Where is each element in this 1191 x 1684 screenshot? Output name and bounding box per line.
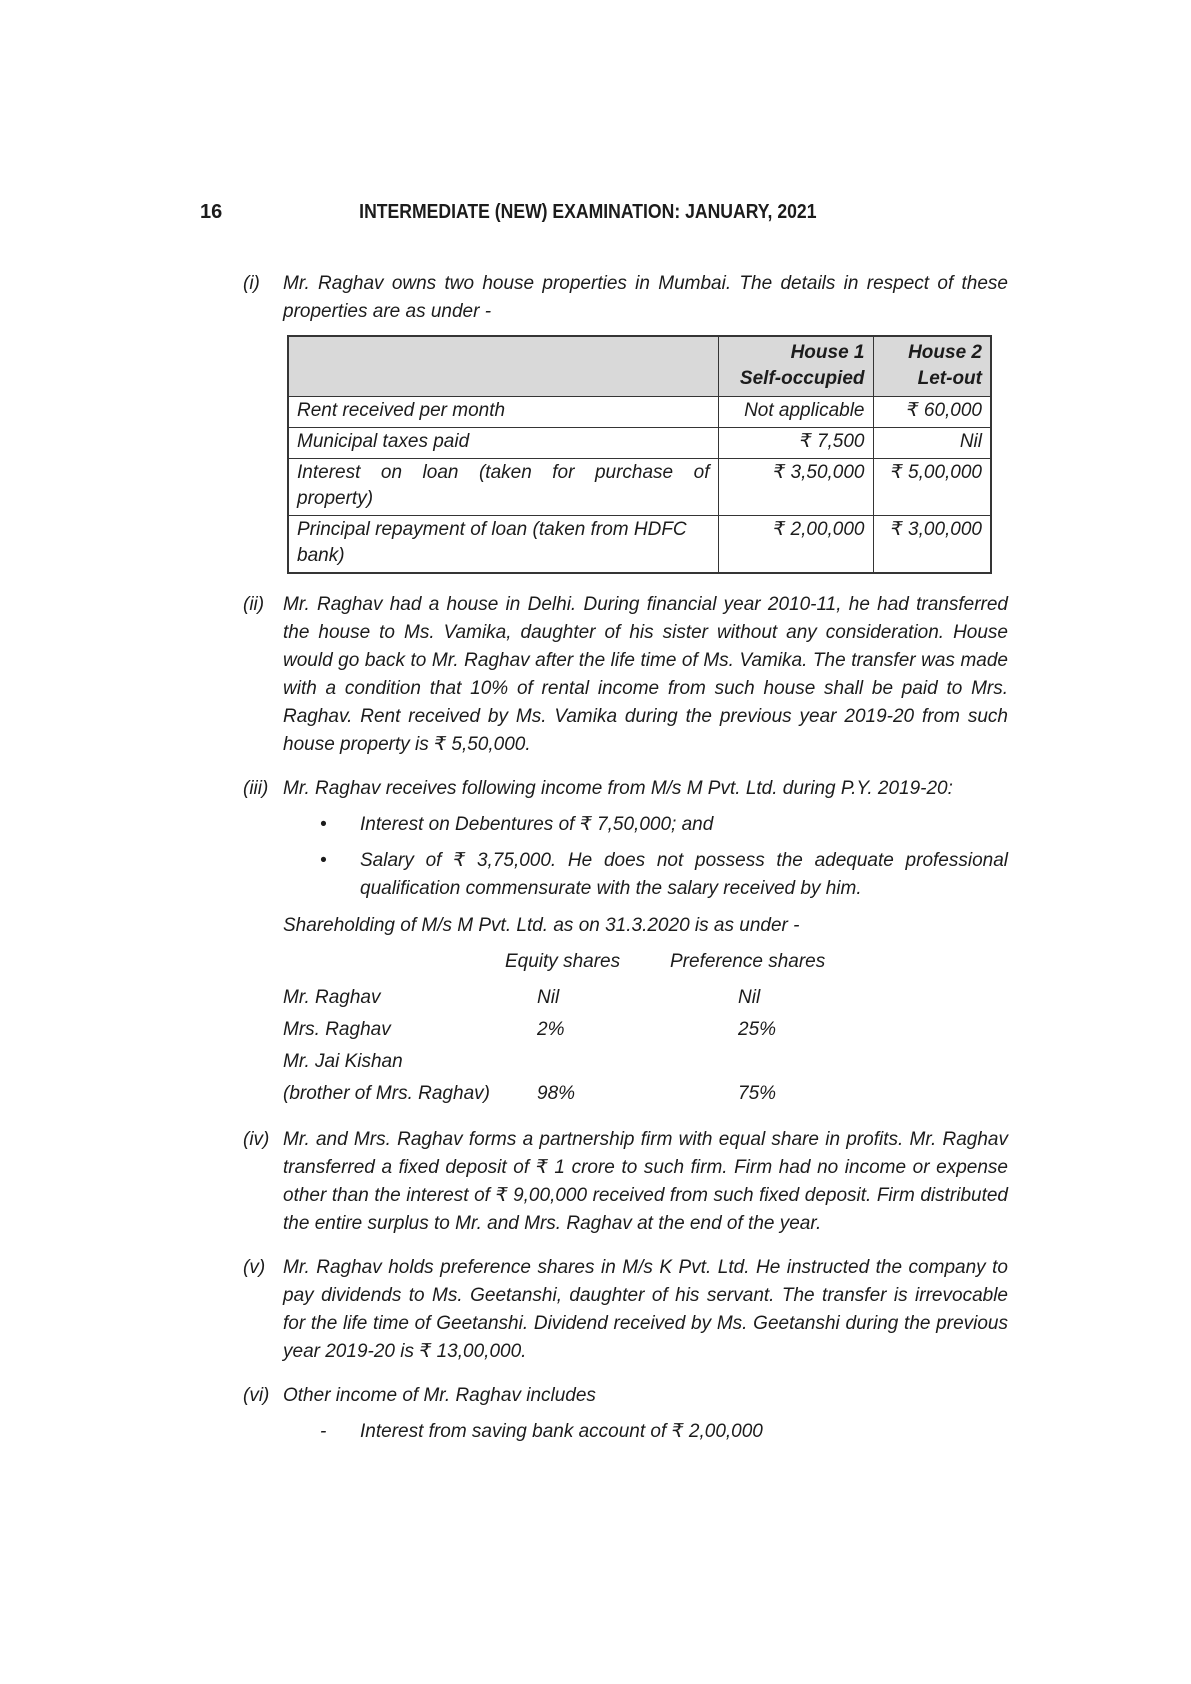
- item-i-number: (i): [243, 273, 260, 294]
- row-house2-value: ₹ 5,00,000: [873, 459, 991, 516]
- shareholder-name: Mrs. Raghav: [283, 1019, 391, 1040]
- bullet-icon: •: [320, 850, 327, 871]
- shareholding-row-jai-kishan: [283, 1046, 1008, 1078]
- shareholding-header-row: [283, 948, 1008, 976]
- row-label: Rent received per month: [288, 397, 718, 428]
- page-number: 16: [200, 201, 223, 223]
- preference-value: 75%: [738, 1083, 777, 1104]
- row-label: Principal repayment of loan (taken from HDFC bank): [288, 516, 718, 574]
- row-house1-value: ₹ 3,50,000: [718, 459, 873, 516]
- table-row-municipal-taxes: [288, 428, 991, 459]
- item-ii-body: [283, 591, 1008, 759]
- preference-value: 25%: [738, 1019, 777, 1040]
- item-ii: [200, 591, 1008, 759]
- bullet-text: Interest on Debentures of ₹ 7,50,000; and: [360, 814, 714, 835]
- item-iv: [200, 1126, 1008, 1238]
- page-content: [200, 200, 1008, 1462]
- row-house1-value: Not applicable: [718, 397, 873, 428]
- bullet-icon: •: [320, 814, 327, 835]
- table-row-principal-repayment: [288, 516, 991, 574]
- shareholding-intro: Shareholding of M/s M Pvt. Ltd. as on 31.3.2020 is as under -: [283, 915, 800, 936]
- equity-value: 2%: [537, 1019, 565, 1040]
- table-header-house1: House 1 Self-occupied: [718, 336, 873, 397]
- item-vi-number: (vi): [243, 1385, 270, 1406]
- row-house2-value: ₹ 60,000: [873, 397, 991, 428]
- item-vi: [200, 1382, 1008, 1446]
- equity-value: [537, 1046, 738, 1078]
- row-house1-value: ₹ 7,500: [718, 428, 873, 459]
- bullet-item-salary: [283, 847, 1008, 903]
- bullet-text: Salary of ₹ 3,75,000. He does not possess the adequate professional qualification commensurate with the salary received by him.: [360, 850, 1008, 899]
- table-row-interest-on-loan: [288, 459, 991, 516]
- preference-value: [738, 1046, 1008, 1078]
- table-row-rent: [288, 397, 991, 428]
- dash-item-saving-interest: [283, 1418, 1008, 1446]
- row-house2-value: Nil: [873, 428, 991, 459]
- item-i-text: Mr. Raghav owns two house properties in Mumbai. The details in respect of these properties are as under -: [283, 273, 1008, 322]
- item-v-number: (v): [243, 1257, 266, 1278]
- item-vi-body: [283, 1382, 1008, 1446]
- item-iv-text: Mr. and Mrs. Raghav forms a partnership firm with equal share in profits. Mr. Raghav transferred a fixed deposit of ₹ 1 crore to such firm. Firm had no income or expense other than the interest of ₹ 9,00,000 received from such fixed deposit. Firm distributed the entire surplus to Mr. and Mrs. Raghav at the end of the year.: [283, 1129, 1008, 1234]
- item-iii-body: [283, 775, 1008, 1110]
- row-house1-value: ₹ 2,00,000: [718, 516, 873, 574]
- row-label: Municipal taxes paid: [288, 428, 718, 459]
- row-label: Interest on loan (taken for purchase of property): [288, 459, 718, 516]
- item-iv-body: [283, 1126, 1008, 1238]
- shareholding-row-jai-kishan-note: [283, 1078, 1008, 1110]
- shareholding-row-mrs-raghav: [283, 1014, 1008, 1046]
- item-i-body: [283, 270, 1008, 575]
- item-iv-number: (iv): [243, 1129, 270, 1150]
- shareholder-name: (brother of Mrs. Raghav): [283, 1083, 490, 1104]
- preference-value: Nil: [738, 987, 761, 1008]
- item-v-text: Mr. Raghav holds preference shares in M/s K Pvt. Ltd. He instructed the company to pay dividends to Ms. Geetanshi, daughter of his servant. The transfer is irrevocable for the life time of Geetanshi. Dividend received by Ms. Geetanshi during the previous year 2019-20 is ₹ 13,00,000.: [283, 1257, 1008, 1362]
- equity-value: 98%: [537, 1083, 576, 1104]
- item-v-body: [283, 1254, 1008, 1366]
- shareholding-header-equity: Equity shares: [505, 951, 621, 972]
- row-house2-value: ₹ 3,00,000: [873, 516, 991, 574]
- item-ii-text: Mr. Raghav had a house in Delhi. During financial year 2010-11, he had transferred the house to Ms. Vamika, daughter of his sister without any consideration. House would go back to Mr. Raghav after the life time of Ms. Vamika. The transfer was made with a condition that 10% of rental income from such house shall be paid to Mrs. Raghav. Rent received by Ms. Vamika during the previous year 2019-20 from such house property is ₹ 5,50,000.: [283, 594, 1008, 755]
- item-iii-number: (iii): [243, 778, 269, 799]
- table-header-empty-cell: [288, 336, 718, 397]
- page-title: INTERMEDIATE (NEW) EXAMINATION: JANUARY, 2021: [359, 201, 817, 223]
- item-iii: [200, 775, 1008, 1110]
- shareholding-row-mr-raghav: [283, 982, 1008, 1014]
- shareholding-header-spacer: [283, 948, 505, 976]
- shareholder-name: Mr. Raghav: [283, 987, 381, 1008]
- page-header: [200, 200, 1008, 226]
- item-v: [200, 1254, 1008, 1366]
- equity-value: Nil: [537, 987, 560, 1008]
- item-vi-text: Other income of Mr. Raghav includes: [283, 1385, 596, 1406]
- item-ii-number: (ii): [243, 594, 265, 615]
- item-iii-text: Mr. Raghav receives following income from M/s M Pvt. Ltd. during P.Y. 2019-20:: [283, 778, 953, 799]
- item-i: [200, 270, 1008, 575]
- dash-icon: -: [320, 1421, 327, 1442]
- table-header-house2: House 2 Let-out: [873, 336, 991, 397]
- properties-table: [287, 335, 992, 574]
- bullet-item-debentures: [283, 811, 1008, 839]
- properties-table-header-row: [288, 336, 991, 397]
- shareholder-name: Mr. Jai Kishan: [283, 1051, 403, 1072]
- dash-text: Interest from saving bank account of ₹ 2,00,000: [360, 1421, 763, 1442]
- shareholding-header-preference: Preference shares: [670, 951, 826, 972]
